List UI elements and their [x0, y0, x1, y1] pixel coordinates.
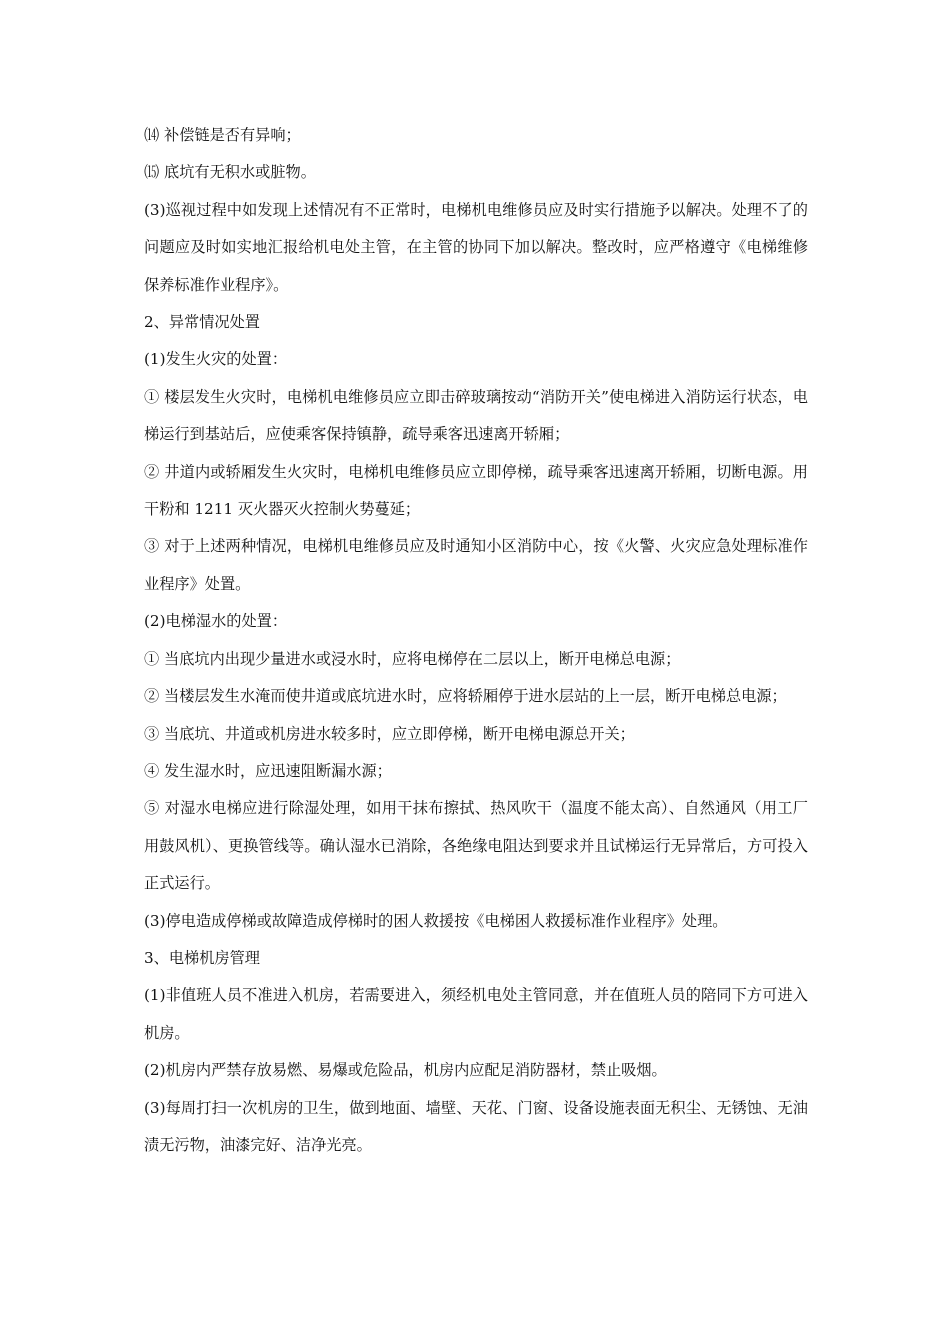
water-item-3: ③ 当底坑、井道或机房进水较多时，应立即停梯，断开电梯电源总开关；: [144, 724, 635, 743]
section-heading-abnormal-situations: 2、异常情况处置: [144, 313, 260, 332]
document-body: [144, 117, 808, 1164]
section-heading-machine-room: 3、电梯机房管理: [144, 948, 260, 967]
machine-room-rule-2: (2)机房内严禁存放易燃、易爆或危险品，机房内应配足消防器材，禁止吸烟。: [144, 1061, 667, 1080]
fire-item-2: ② 井道内或轿厢发生火灾时，电梯机电维修员应立即停梯，疏导乘客迅速离开轿厢，切断电源。用干粉和 1211 灭火器灭火控制火势蔓延；: [144, 462, 808, 519]
item-14-compensation-chain: ⒁ 补偿链是否有异响；: [144, 126, 301, 144]
item-15-pit-water: ⒂ 底坑有无积水或脏物。: [144, 163, 316, 182]
power-outage-rescue: (3)停电造成停梯或故障造成停梯时的困人救援按《电梯困人救援标准作业程序》处理。: [144, 911, 728, 930]
subheading-fire-handling: (1)发生火灾的处置：: [144, 350, 288, 369]
water-item-2: ② 当楼层发生水淹而使井道或底坑进水时，应将轿厢停于进水层站的上一层，断开电梯总电源；: [144, 687, 787, 706]
water-item-5: ⑤ 对湿水电梯应进行除湿处理，如用干抹布擦拭、热风吹干（温度不能太高）、自然通风（用工厂用鼓风机）、更换管线等。确认湿水已消除，各绝缘电阻达到要求并且试梯运行无异常后，方可投入正式运行。: [144, 799, 808, 893]
water-item-4: ④ 发生湿水时，应迅速阻断漏水源；: [144, 761, 392, 780]
machine-room-rule-3: (3)每周打扫一次机房的卫生，做到地面、墙壁、天花、门窗、设备设施表面无积尘、无锈蚀、无油渍无污物，油漆完好、洁净光亮。: [144, 1098, 808, 1154]
fire-item-3: ③ 对于上述两种情况，电梯机电维修员应及时通知小区消防中心，按《火警、火灾应急处理标准作业程序》处置。: [144, 537, 808, 593]
inspection-handling-paragraph: (3)巡视过程中如发现上述情况有不正常时，电梯机电维修员应及时实行措施予以解决。处理不了的问题应及时如实地汇报给机电处主管，在主管的协同下加以解决。整改时，应严格遵守《电梯维修保养标准作业程序》。: [144, 200, 808, 294]
fire-item-1: ① 楼层发生火灾时，电梯机电维修员应立即击碎玻璃按动“消防开关”使电梯进入消防运行状态，电梯运行到基站后，应使乘客保持镇静，疏导乘客迅速离开轿厢；: [144, 387, 808, 444]
water-item-1: ① 当底坑内出现少量进水或浸水时，应将电梯停在二层以上，断开电梯总电源；: [144, 649, 681, 668]
subheading-water-handling: (2)电梯湿水的处置：: [144, 612, 288, 631]
machine-room-rule-1: (1)非值班人员不准进入机房，若需要进入，须经机电处主管同意，并在值班人员的陪同下方可进入机房。: [144, 986, 808, 1042]
